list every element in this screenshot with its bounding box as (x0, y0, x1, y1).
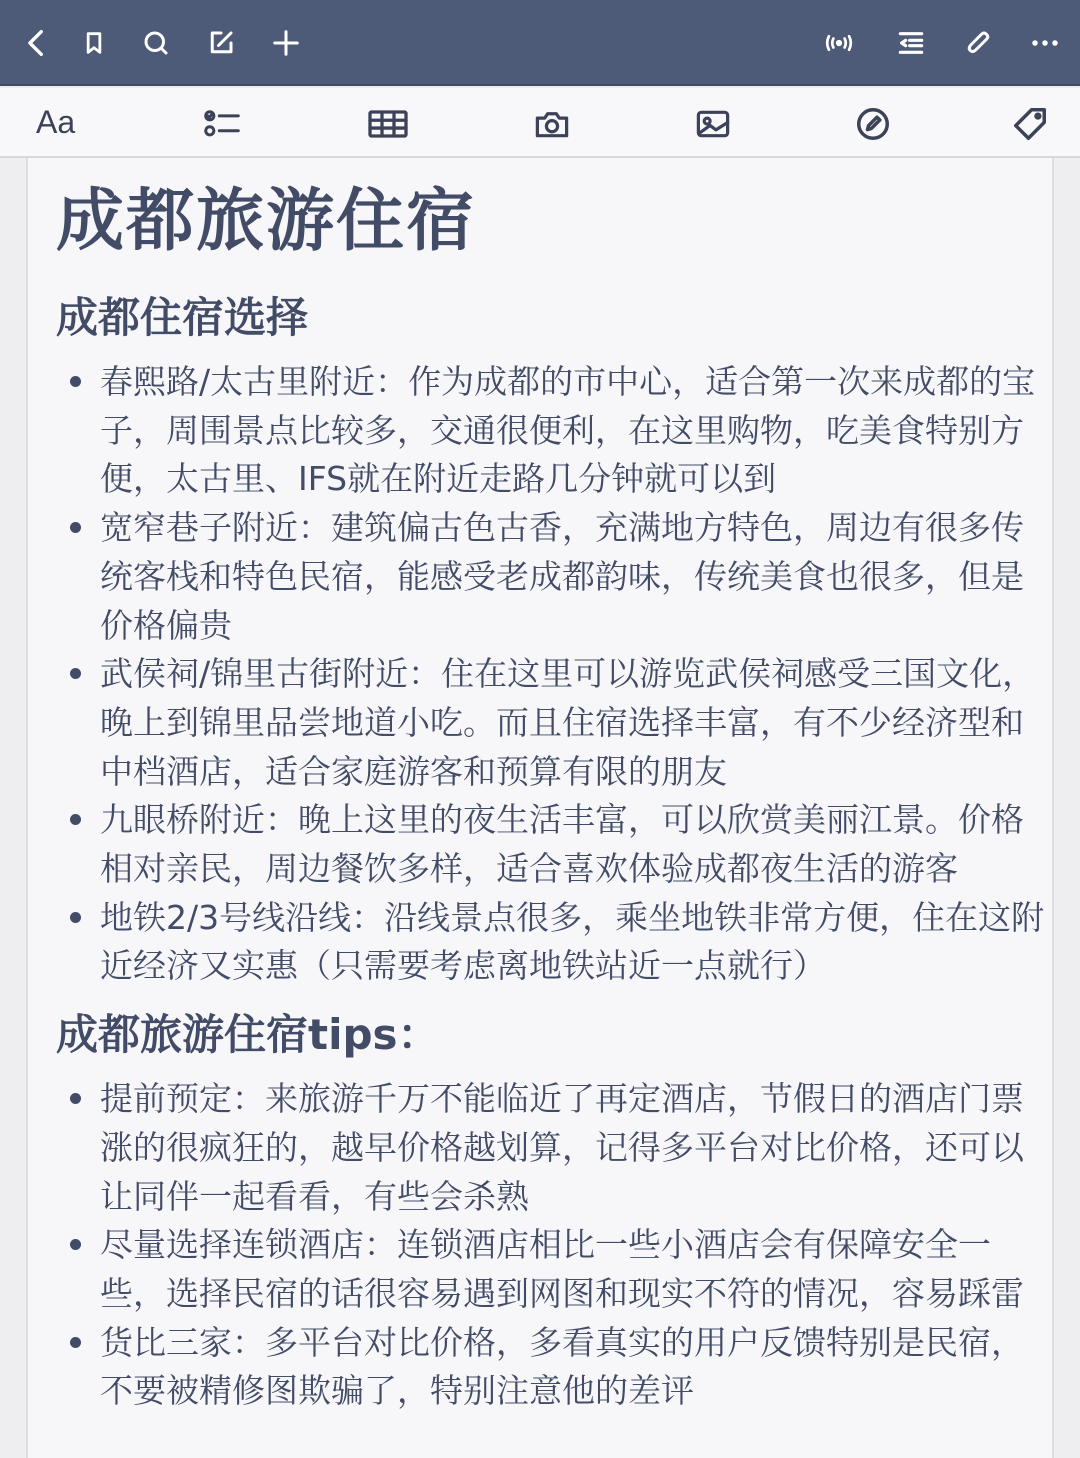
section-heading: 成都住宿选择 (56, 293, 309, 342)
top-navigation-bar (0, 0, 1080, 86)
list-item: 货比三家：多平台对比价格，多看真实的用户反馈特别是民宿，不要被精修图欺骗了，特别注意他的差评 (56, 1319, 1046, 1416)
note-content[interactable] (56, 180, 1046, 1416)
list-item: 武侯祠/锦里古街附近：住在这里可以游览武侯祠感受三国文化，晚上到锦里品尝地道小吃。而且住宿选择丰富，有不少经济型和中档酒店，适合家庭游客和预算有限的朋友 (56, 650, 1046, 796)
text-format-button[interactable]: Aa (36, 104, 76, 140)
camera-icon[interactable] (530, 102, 574, 146)
note-sheet (26, 158, 1054, 1458)
note-title: 成都旅游住宿 (56, 182, 477, 261)
list-item: 春熙路/太古里附近：作为成都的市中心，适合第一次来成都的宝子，周围景点比较多，交通很便利，在这里购物，吃美食特别方便，太古里、IFS就在附近走路几分钟就可以到 (56, 358, 1046, 504)
list-item: 宽窄巷子附近：建筑偏古色古香，充满地方特色，周边有很多传统客栈和特色民宿，能感受老成都韵味，传统美食也很多，但是价格偏贵 (56, 504, 1046, 650)
bullet-list (56, 358, 1046, 991)
list-item: 地铁2/3号线沿线：沿线景点很多，乘坐地铁非常方便，住在这附近经济又实惠（只需要考虑离地铁站近一点就行） (56, 894, 1046, 991)
checklist-icon[interactable] (200, 102, 244, 146)
list-item: 提前预定：来旅游千万不能临近了再定酒店，节假日的酒店门票涨的很疯狂的，越早价格越划算，记得多平台对比价格，还可以让同伴一起看看，有些会杀熟 (56, 1075, 1046, 1221)
table-icon[interactable] (366, 102, 410, 146)
tag-icon[interactable] (1008, 102, 1052, 146)
outline-icon[interactable] (890, 22, 932, 64)
bullet-list (56, 1075, 1046, 1416)
bookmark-icon[interactable] (73, 22, 115, 64)
attachment-icon[interactable] (958, 22, 1000, 64)
search-icon[interactable] (135, 22, 177, 64)
list-item: 尽量选择连锁酒店：连锁酒店相比一些小酒店会有保障安全一些，选择民宿的话很容易遇到网图和现实不符的情况，容易踩雷 (56, 1221, 1046, 1318)
section-heading: 成都旅游住宿tips： (56, 1010, 440, 1060)
back-icon[interactable] (16, 22, 58, 64)
image-icon[interactable] (691, 102, 735, 146)
list-item: 九眼桥附近：晚上这里的夜生活丰富，可以欣赏美丽江景。价格相对亲民，周边餐饮多样，适合喜欢体验成都夜生活的游客 (56, 796, 1046, 893)
pencil-icon[interactable] (851, 102, 895, 146)
edit-icon[interactable] (200, 22, 242, 64)
more-icon[interactable] (1024, 22, 1066, 64)
format-toolbar (0, 88, 1080, 158)
plus-icon[interactable] (265, 22, 307, 64)
broadcast-icon[interactable] (818, 22, 860, 64)
